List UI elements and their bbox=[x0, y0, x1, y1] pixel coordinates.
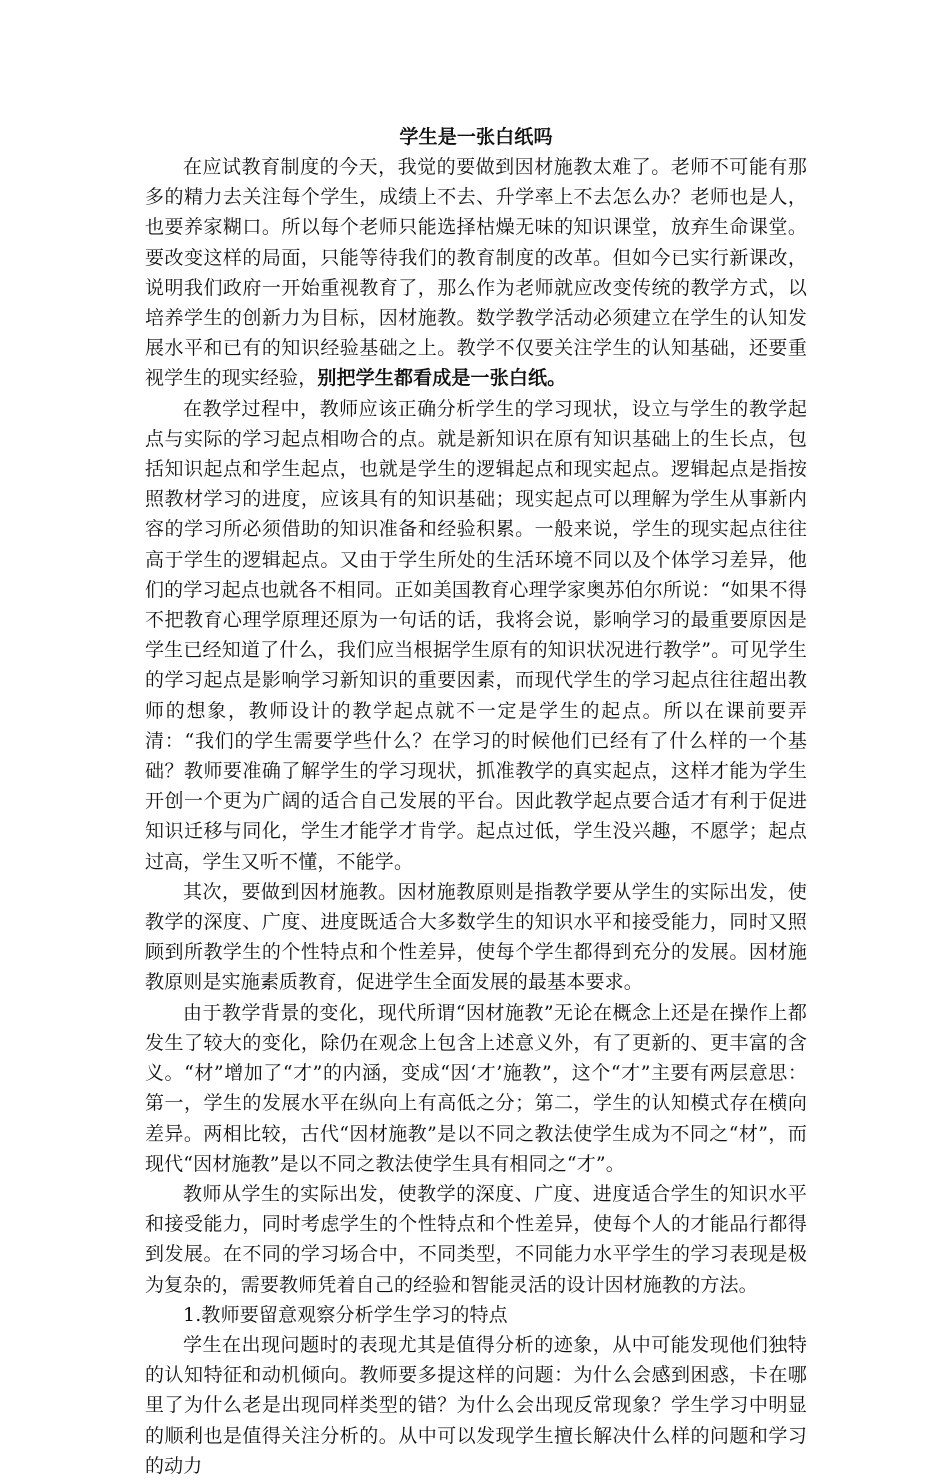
paragraph-4: 由于教学背景的变化，现代所谓“因材施教”无论在概念上还是在操作上都发生了较大的变化，除仍在观念上包含上述意义外，有了更新的、更丰富的含义。“材”增加了“才”的内涵，变成“因‘才’施教”，这个“才”主要有两层意思：第一，学生的发展水平在纵向上有高低之分；第二，学生的认知模式存在横向差异。两相比较，古代“因材施教”是以不同之教法使学生成为不同之“材”，而现代“因材施教”是以不同之教法使学生具有相同之“才”。 bbox=[145, 1001, 807, 1175]
paragraph-7: 学生在出现问题时的表现尤其是值得分析的迹象，从中可能发现他们独特的认知特征和动机倾向。教师要多提这样的问题：为什么会感到困惑，卡在哪里了为什么老是出现同样类型的错？为什么会出现反常现象？学生学习中明显的顺利也是值得关注分析的。从中可以发现学生擅长解决什么样的问题和学习的动力 bbox=[145, 1333, 807, 1477]
paragraph-2: 在教学过程中，教师应该正确分析学生的学习现状，设立与学生的教学起点与实际的学习起点相吻合的点。就是新知识在原有知识基础上的生长点，包括知识起点和学生起点，也就是学生的逻辑起点和现实起点。逻辑起点是指按照教材学习的进度，应该具有的知识基础；现实起点可以理解为学生从事新内容的学习所必须借助的知识准备和经验积累。一般来说，学生的现实起点往往高于学生的逻辑起点。又由于学生所处的生活环境不同以及个体学习差异，他们的学习起点也就各不相同。正如美国教育心理学家奥苏伯尔所说：“如果不得不把教育心理学原理还原为一句话的话，我将会说，影响学习的最重要原因是学生已经知道了什么，我们应当根据学生原有的知识状况进行教学”。可见学生的学习起点是影响学习新知识的重要因素，而现代学生的学习起点往往超出教师的想象，教师设计的教学起点就不一定是学生的起点。所以在课前要弄清：“我们的学生需要学些什么？在学习的时候他们已经有了什么样的一个基础？教师要准确了解学生的学习现状，抓准教学的真实起点，这样才能为学生开创一个更为广阔的适合自己发展的平台。因此教学起点要合适才有利于促进知识迁移与同化，学生才能学才肯学。起点过低，学生没兴趣，不愿学；起点过高，学生又听不懂，不能学。 bbox=[145, 397, 807, 873]
section-heading: 1.教师要留意观察分析学生学习的特点 bbox=[183, 1303, 508, 1326]
document-title: 学生是一张白纸吗 bbox=[399, 126, 553, 148]
paragraph-5: 教师从学生的实际出发，使教学的深度、广度、进度适合学生的知识水平和接受能力，同时考虑学生的个性特点和个性差异，使每个人的才能品行都得到发展。在不同的学习场合中，不同类型，不同能力水平学生的学习表现是极为复杂的，需要教师凭着自己的经验和智能灵活的设计因材施教的方法。 bbox=[145, 1182, 807, 1296]
document-body bbox=[145, 122, 807, 1481]
paragraph-1-text: 在应试教育制度的今天，我觉的要做到因材施教太难了。老师不可能有那多的精力去关注每个学生，成绩上不去、升学率上不去怎么办？老师也是人，也要养家糊口。所以每个老师只能选择枯燥无味的知识课堂，放弃生命课堂。要改变这样的局面，只能等待我们的教育制度的改革。但如今已实行新课改，说明我们政府一开始重视教育了，那么作为老师就应改变传统的教学方式，以培养学生的创新力为目标，因材施教。数学教学活动必须建立在学生的认知发展水平和已有的知识经验基础之上。教学不仅要关注学生的认知基础，还要重视学生的现实经验， bbox=[145, 156, 807, 390]
paragraph-1-bold-text: 别把学生都看成是一张白纸。 bbox=[317, 367, 567, 390]
paragraph-3: 其次，要做到因材施教。因材施教原则是指教学要从学生的实际出发，使教学的深度、广度、进度既适合大多数学生的知识水平和接受能力，同时又照顾到所教学生的个性特点和个性差异，使每个学生都得到充分的发展。因材施教原则是实施素质教育，促进学生全面发展的最基本要求。 bbox=[145, 880, 807, 994]
paragraph-1 bbox=[145, 152, 807, 394]
